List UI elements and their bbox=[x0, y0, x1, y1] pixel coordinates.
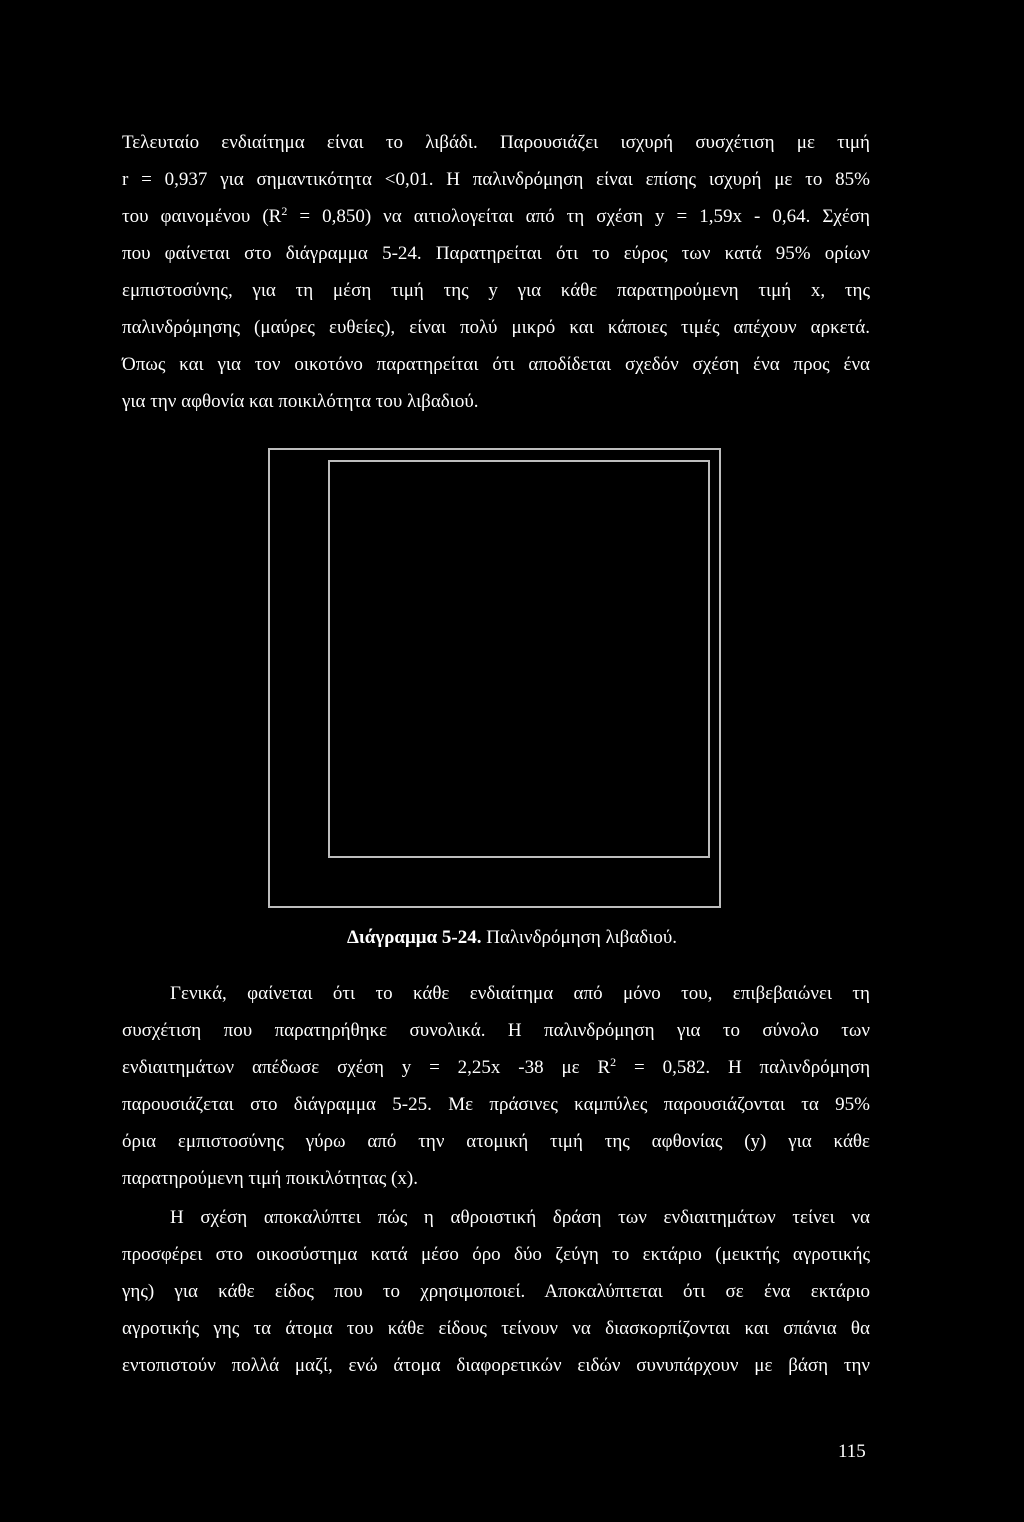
figure-caption bbox=[0, 926, 1024, 950]
text-fragment: του φαινομένου (R bbox=[122, 206, 282, 227]
text-line: όρια εμπιστοσύνης γύρω από την ατομική τιμή της αφθονίας (y) για κάθε bbox=[122, 1131, 870, 1152]
superscript: 2 bbox=[610, 1055, 617, 1069]
text-fragment: ενδιαιτημάτων απέδωσε σχέση y = 2,25x -38 με R bbox=[122, 1057, 611, 1078]
text-line: εντοπιστούν πολλά μαζί, ενώ άτομα διαφορετικών ειδών συνυπάρχουν με βάση την bbox=[122, 1355, 870, 1376]
text-line: Γενικά, φαίνεται ότι το κάθε ενδιαίτημα από μόνο του, επιβεβαιώνει τη bbox=[170, 983, 870, 1004]
text-line: για την αφθονία και ποικιλότητα του λιβαδιού. bbox=[122, 391, 479, 412]
paragraph-overall-regression bbox=[122, 975, 870, 1197]
text-line: r = 0,937 για σημαντικότητα <0,01. Η παλινδρόμηση είναι επίσης ισχυρή με το 85% bbox=[122, 169, 870, 190]
text-line: Όπως και για τον οικοτόνο παρατηρείται ότι αποδίδεται σχεδόν σχέση ένα προς ένα bbox=[122, 354, 870, 375]
text-line: παρατηρούμενη τιμή ποικιλότητας (x). bbox=[122, 1168, 418, 1189]
text-line: συσχέτιση που παρατηρήθηκε συνολικά. Η παλινδρόμηση για το σύνολο των bbox=[122, 1020, 870, 1041]
text-line: εμπιστοσύνης, για τη μέση τιμή της y για κάθε παρατηρούμενη τιμή x, της bbox=[122, 280, 870, 301]
superscript: 2 bbox=[281, 204, 288, 218]
text-line: προσφέρει στο οικοσύστημα κατά μέσο όρο δύο ζεύγη το εκτάριο (μεικτής αγροτικής bbox=[122, 1244, 870, 1265]
text-fragment: = 0,582. Η παλινδρόμηση bbox=[616, 1057, 871, 1078]
text-line: αγροτικής γης τα άτομα του κάθε είδους τείνουν να διασκορπίζονται και σπάνια θα bbox=[122, 1318, 870, 1339]
text-line bbox=[122, 198, 870, 235]
text-line: Τελευταίο ενδιαίτημα είναι το λιβάδι. Παρουσιάζει ισχυρή συσχέτιση με τιμή bbox=[122, 132, 870, 153]
text-line: που φαίνεται στο διάγραμμα 5-24. Παρατηρείται ότι το εύρος των κατά 95% ορίων bbox=[122, 243, 870, 264]
text-line: παρουσιάζεται στο διάγραμμα 5-25. Με πράσινες καμπύλες παρουσιάζονται τα 95% bbox=[122, 1094, 870, 1115]
text-line: παλινδρόμησης (μαύρες ευθείες), είναι πολύ μικρό και κάποιες τιμές απέχουν αρκετά. bbox=[122, 317, 870, 338]
text-line bbox=[122, 1049, 870, 1086]
page-number: 115 bbox=[838, 1441, 866, 1462]
text-line: γης) για κάθε είδος που το χρησιμοποιεί. Αποκαλύπτεται ότι σε ένα εκτάριο bbox=[122, 1281, 870, 1302]
paragraph-meadow-regression bbox=[122, 124, 870, 420]
text-line: Η σχέση αποκαλύπτει πώς η αθροιστική δράση των ενδιαιτημάτων τείνει να bbox=[170, 1207, 870, 1228]
caption-text: Παλινδρόμηση λιβαδιού. bbox=[481, 927, 678, 948]
text-fragment: = 0,850) να αιτιολογείται από τη σχέση y = 1,59x - 0,64. Σχέση bbox=[287, 206, 870, 227]
caption-label: Διάγραμμα 5-24. bbox=[346, 927, 482, 948]
paragraph-cumulative-effect bbox=[122, 1199, 870, 1384]
figure-plot-area bbox=[328, 460, 710, 858]
